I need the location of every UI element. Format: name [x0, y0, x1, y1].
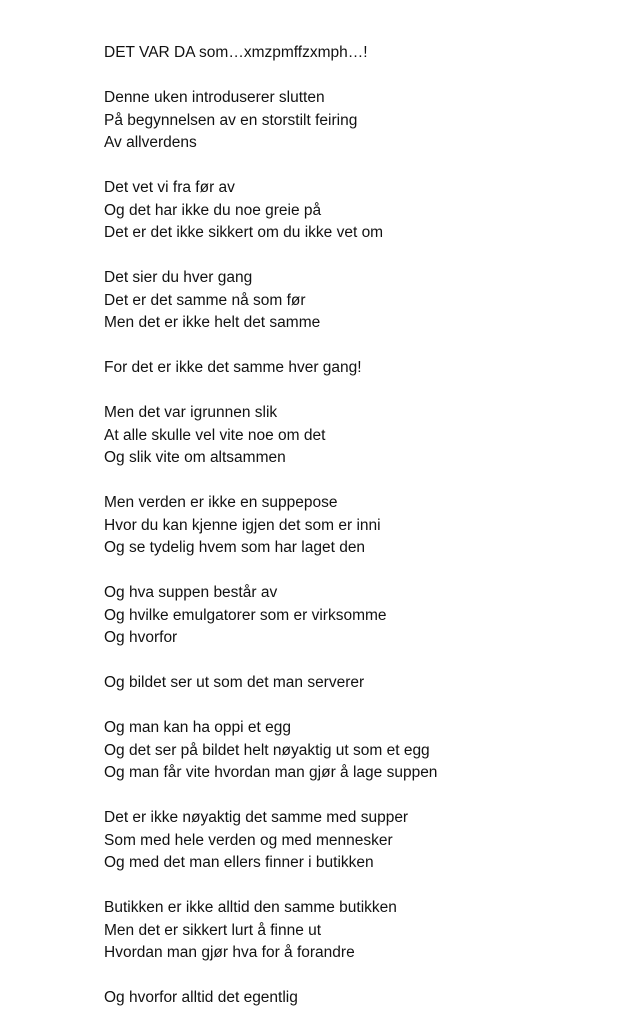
poem-line: Og man kan ha oppi et egg [104, 719, 291, 736]
stanza [104, 402, 437, 470]
stanza-gap [104, 560, 437, 583]
stanza-gap [104, 695, 437, 718]
poem-line: Det er ikke nøyaktig det samme med supper [104, 809, 409, 826]
poem-line: Og hvorfor [104, 629, 178, 646]
stanza-gap [104, 65, 437, 88]
stanza-gap [104, 380, 437, 403]
poem-line: Og bildet ser ut som det man serverer [104, 674, 365, 691]
stanza [104, 807, 437, 875]
poem-line: På begynnelsen av en storstilt feiring [104, 111, 358, 129]
poem-line: Av allverdens [104, 134, 197, 151]
poem-line: Men verden er ikke en suppepose [104, 494, 338, 511]
poem-line: Det sier du hver gang [104, 269, 253, 286]
stanza-gap [104, 875, 437, 898]
stanza [104, 717, 437, 785]
poem-line: Og se tydelig hvem som har laget den [104, 539, 366, 556]
poem-line: Og det har ikke du noe greie på [104, 201, 322, 219]
poem-line: Det er det samme nå som før [104, 291, 306, 309]
poem-line: Men det er sikkert lurt å finne ut [104, 921, 322, 939]
poem-line: Og hvorfor alltid det egentlig [104, 989, 298, 1006]
stanza-gap [104, 785, 437, 808]
poem-line: Og slik vite om altsammen [104, 449, 286, 466]
stanza [104, 582, 437, 650]
stanza [104, 492, 437, 560]
stanza [104, 267, 437, 335]
stanza-gap [104, 245, 437, 268]
stanza [104, 177, 437, 245]
stanza [104, 357, 437, 380]
poem-line: Denne uken introduserer slutten [104, 89, 325, 106]
poem-line: Butikken er ikke alltid den samme butikken [104, 899, 397, 916]
poem-line: At alle skulle vel vite noe om det [104, 426, 326, 444]
poem-line: Og det ser på bildet helt nøyaktig ut som et egg [104, 741, 430, 759]
stanza-gap [104, 155, 437, 178]
stanza [104, 897, 437, 965]
poem-line: Og hvilke emulgatorer som er virksomme [104, 606, 387, 624]
poem-line: For det er ikke det samme hver gang! [104, 359, 362, 376]
poem-line: Som med hele verden og med mennesker [104, 831, 393, 849]
poem-line: Det vet vi fra før av [104, 179, 235, 196]
stanza [104, 87, 437, 155]
poem-line: Men det er ikke helt det samme [104, 314, 321, 331]
poem-line: Hvor du kan kjenne igjen det som er inni [104, 516, 381, 534]
poem-line: Og med det man ellers finner i butikken [104, 854, 374, 871]
stanza-gap [104, 470, 437, 493]
stanza [104, 672, 437, 695]
poem-line: Og man får vite hvordan man gjør å lage suppen [104, 764, 438, 781]
stanza-gap [104, 650, 437, 673]
poem-line: Og hva suppen består av [104, 584, 278, 601]
poem-text [104, 42, 437, 1010]
poem-line: Hvordan man gjør hva for å forandre [104, 944, 355, 961]
poem-line: Men det var igrunnen slik [104, 404, 278, 421]
poem-title: DET VAR DA som…xmzpmffzxmph…! [104, 44, 368, 61]
stanza [104, 987, 437, 1010]
poem-stanzas [104, 65, 437, 1010]
stanza-gap [104, 335, 437, 358]
stanza-gap [104, 965, 437, 988]
poem-line: Det er det ikke sikkert om du ikke vet om [104, 224, 384, 241]
